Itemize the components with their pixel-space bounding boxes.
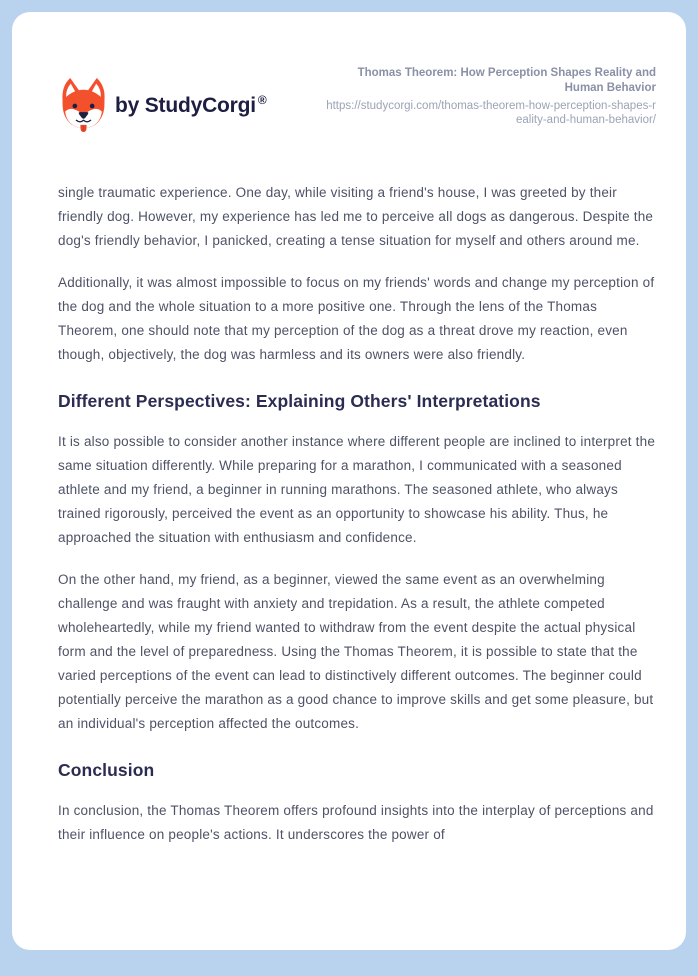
paragraph: Additionally, it was almost impossible to focus on my friends' words and change my perception of the dog and the whole situation to a more positive one. Through the lens of the Thomas Theorem, one should note that my perception of the dog as a threat drove my reaction, even though, objectively, the dog was harmless and its owners were also friendly.: [58, 275, 655, 362]
brand-name: by StudyCorgi: [115, 94, 256, 117]
document-url: https://studycorgi.com/thomas-theorem-how-perception-shapes-reality-and-human-behavior/: [326, 100, 656, 126]
document-header: [58, 66, 656, 133]
paragraph: single traumatic experience. One day, while visiting a friend's house, I was greeted by their friendly dog. However, my experience has led me to perceive all dogs as dangerous. Despite the dog's friendly behavior, I panicked, creating a tense situation for myself and others around me.: [58, 185, 654, 248]
studycorgi-logo: [58, 78, 267, 133]
section-heading: Conclusion: [58, 760, 155, 780]
paragraph: In conclusion, the Thomas Theorem offers profound insights into the interplay of perceptions and their influence on people's actions. It underscores the power of: [58, 803, 654, 842]
section-heading: Different Perspectives: Explaining Others' Interpretations: [58, 391, 541, 411]
corgi-icon: [58, 78, 109, 133]
document-meta: [326, 66, 656, 127]
brand-wordmark: [115, 93, 267, 118]
document-card: [12, 12, 686, 950]
document-title: Thomas Theorem: How Perception Shapes Reality and Human Behavior: [357, 67, 656, 94]
registered-trademark: ®: [257, 93, 267, 107]
article-body: [58, 181, 656, 847]
paragraph: It is also possible to consider another instance where different people are inclined to interpret the same situation differently. While preparing for a marathon, I communicated with a seasoned athlete and my friend, a beginner in running marathons. The seasoned athlete, who always trained rigorously, perceived the event as an opportunity to showcase his ability. Thus, he approached the situation with enthusiasm and confidence.: [58, 434, 656, 545]
paragraph: On the other hand, my friend, as a beginner, viewed the same event as an overwhelming challenge and was fraught with anxiety and trepidation. As a result, the athlete competed wholeheartedly, while my friend wanted to withdraw from the event despite the actual physical form and the level of preparedness. Using the Thomas Theorem, it is possible to state that the varied perceptions of the event can lead to distinctively different outcomes. The beginner could potentially perceive the marathon as a good chance to improve skills and get some pleasure, but an individual's perception affected the outcomes.: [58, 572, 654, 731]
